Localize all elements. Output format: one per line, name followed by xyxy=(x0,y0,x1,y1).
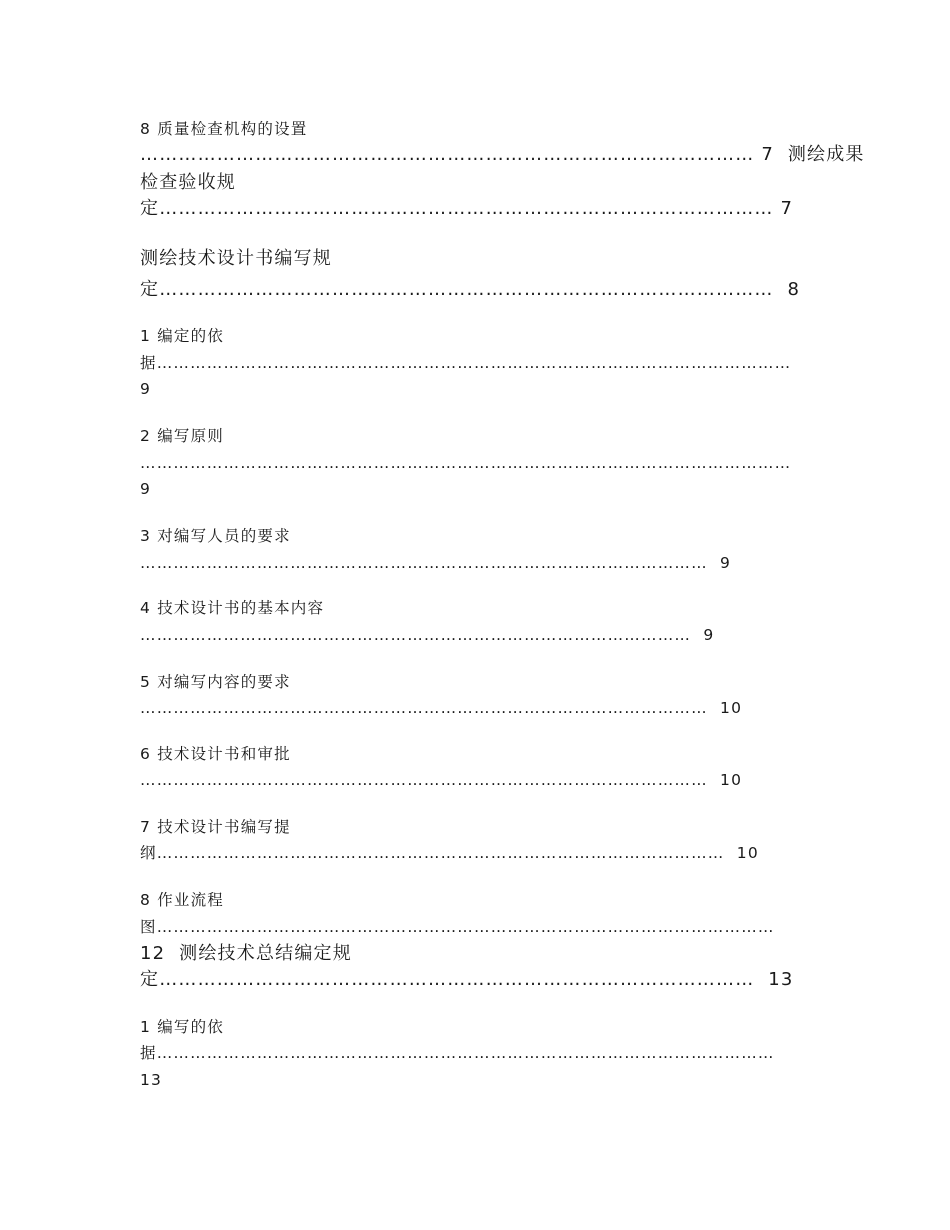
toc-line: 2 编写原则 xyxy=(140,427,224,445)
toc-line: ………………………………………………………………………………………… 10 xyxy=(140,771,743,789)
toc-line: 定…………………………………………………………………………………… 7 xyxy=(140,198,794,219)
toc-line: ……………………………………………………………………………………… 9 xyxy=(140,626,715,644)
toc-line: …………………………………………………………………………………… 7 测绘成果 xyxy=(140,144,865,165)
toc-line: 3 对编写人员的要求 xyxy=(140,527,291,545)
toc-line: 图………………………………………………………………………………………………… xyxy=(140,918,775,936)
toc-line: ……………………………………………………………………………………………………… xyxy=(140,454,792,472)
toc-line: 据………………………………………………………………………………………………… xyxy=(140,1044,775,1062)
toc-line: 1 编定的依 xyxy=(140,327,224,345)
toc-line: 检查验收规 xyxy=(140,172,236,193)
toc-line: 8 作业流程 xyxy=(140,891,224,909)
toc-line: 12 测绘技术总结编定规 xyxy=(140,943,352,964)
toc-line: 定…………………………………………………………………………………… 8 xyxy=(140,279,801,300)
toc-line: ………………………………………………………………………………………… 10 xyxy=(140,699,743,717)
toc-line: ………………………………………………………………………………………… 9 xyxy=(140,554,732,572)
toc-line: 纲………………………………………………………………………………………… 10 xyxy=(140,844,759,862)
toc-line: 8 质量检查机构的设置 xyxy=(140,120,308,138)
toc-line: 4 技术设计书的基本内容 xyxy=(140,599,325,617)
toc-line: 据…………………………………………………………………………………………………… xyxy=(140,354,792,372)
toc-line: 13 xyxy=(140,1071,163,1089)
toc-line: 7 技术设计书编写提 xyxy=(140,818,291,836)
toc-line: 测绘技术设计书编写规 xyxy=(140,248,332,269)
toc-line: 5 对编写内容的要求 xyxy=(140,673,291,691)
toc-line: 6 技术设计书和审批 xyxy=(140,745,291,763)
toc-line: 定………………………………………………………………………………… 13 xyxy=(140,969,794,990)
toc-line: 1 编写的依 xyxy=(140,1018,224,1036)
toc-line: 9 xyxy=(140,380,152,398)
toc-line: 9 xyxy=(140,480,152,498)
